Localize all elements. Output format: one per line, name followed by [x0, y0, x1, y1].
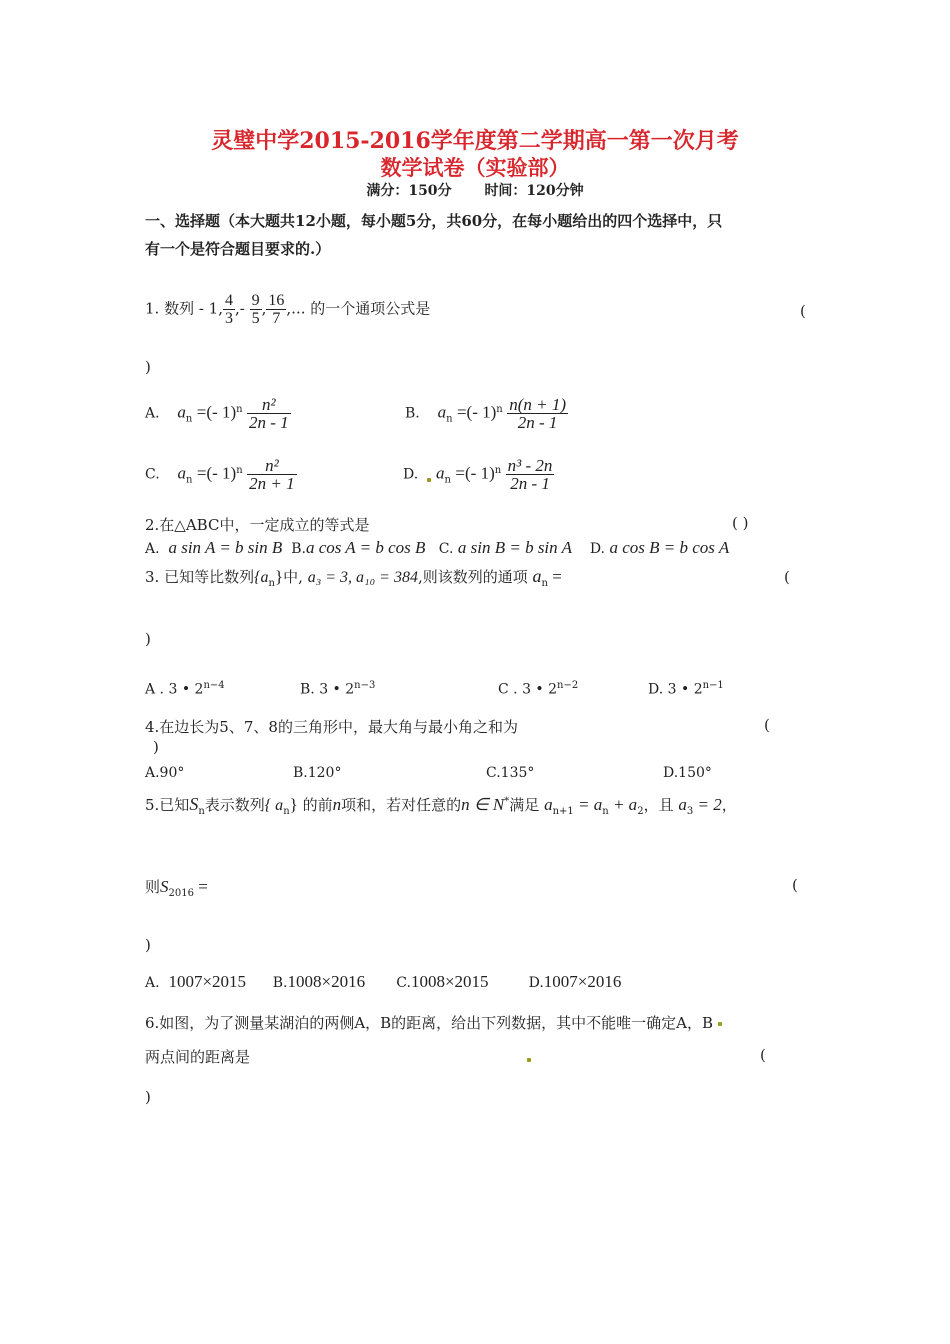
question-2-stem: 2.在△ABC中，一定成立的等式是 [145, 516, 370, 534]
full-score: 满分：150分 [366, 183, 452, 199]
question-3-option-a: A . 3 • $2^{n-4}$ [145, 680, 225, 698]
speck-mark [527, 1058, 531, 1062]
speck-mark [718, 1022, 722, 1026]
answer-paren-close: ) [145, 358, 151, 376]
answer-paren-open: ( [792, 876, 798, 894]
answer-paren-close: ) [145, 936, 151, 954]
section-heading-line1: 一、选择题（本大题共12小题，每小题5分，共60分，在每小题给出的四个选择中，只 [145, 212, 723, 230]
question-6-line1: 6.如图，为了测量某湖泊的两侧A，B的距离，给出下列数据，其中不能唯一确定A，B [145, 1014, 714, 1032]
answer-paren-close: ) [153, 738, 159, 756]
speck-mark [427, 478, 431, 482]
exam-subtitle: 数学试卷（实验部） [380, 155, 570, 180]
question-1-option-b: B. $a_n$ =(- 1)$^n$ $\frac{n(n + 1)}{2n - 1}$ [405, 395, 566, 432]
section-heading-line2: 有一个是符合题目要求的.） [145, 240, 331, 258]
fraction: $\frac{4}{3}$ [225, 292, 233, 327]
answer-paren-open: ( [760, 1046, 766, 1064]
fraction: $\frac{9}{5}$ [251, 292, 260, 327]
question-4-option-c: C.135° [486, 765, 535, 781]
answer-paren-open: ( [784, 568, 790, 586]
fraction: $\frac{16}{7}$ [268, 292, 285, 327]
question-4-stem: 4.在边长为5、7、8的三角形中，最大角与最小角之和为 [145, 718, 518, 736]
question-1-option-d: D. $a_n$ =(- 1)$^n$ $\frac{\text{n³ - 2n}}{2n - 1}$ [403, 456, 553, 493]
question-4-option-d: D.150° [663, 765, 712, 781]
question-3-option-d: D. 3 • $2^{n-1}$ [648, 680, 724, 698]
exam-meta [0, 180, 950, 200]
answer-paren-open: ( [764, 716, 770, 734]
question-3-stem: 3. 已知等比数列$\{a_n\}$中, a₃ = 3, a₁₀ = 384,则该数列的通项 $a_n$ = [145, 566, 562, 589]
question-5-ask: 则$S_{2016}$ = [145, 877, 208, 899]
answer-paren-open: ( [800, 302, 806, 320]
question-1-stem: 1. 数列 - 1, $\frac{4}{3}$ ,- $\frac{9}{5}$ , $\frac{16}{7}$ ,... 的一个通项公式是 [145, 292, 431, 327]
question-5-stem: 5.已知$S_n$表示数列{ $a_n$} 的前n项和，若对任意的n ∈ N*满足 $a_{n+1} = a_n + a_2$，且 $a_3 = 2$， [145, 794, 737, 817]
exam-time: 时间：120分钟 [484, 183, 584, 199]
question-4-option-b: B.120° [293, 765, 342, 781]
question-2-options: A. a sin A = b sin B B.a cos A = b cos B C. a sin B = b sin A D. a cos B = b cos A [145, 538, 730, 557]
question-4-option-a: A.90° [145, 765, 185, 781]
question-5-options: A. 1007×2015 B.1008×2016 C.1008×2015 D.1007×2016 [145, 972, 622, 991]
question-1-option-a: A. $a_n$ =(- 1)$^n$ $\frac{\text{n²}}{2n - 1}$ [145, 395, 289, 432]
answer-paren-close: ) [145, 630, 151, 648]
question-6-line2: 两点间的距离是 [145, 1048, 251, 1066]
question-3-option-b: B. 3 • $2^{n-3}$ [300, 680, 376, 698]
answer-paren: ( ) [732, 514, 749, 532]
question-3-option-c: C . 3 • $2^{n-2}$ [498, 680, 579, 698]
answer-paren-close: ) [145, 1088, 151, 1106]
question-1-option-c: C. $a_n$ =(- 1)$^n$ $\frac{\text{n²}}{2n + 1}$ [145, 456, 295, 493]
exam-title: 灵璧中学2015-2016学年度第二学期高一第一次月考 [211, 128, 739, 154]
